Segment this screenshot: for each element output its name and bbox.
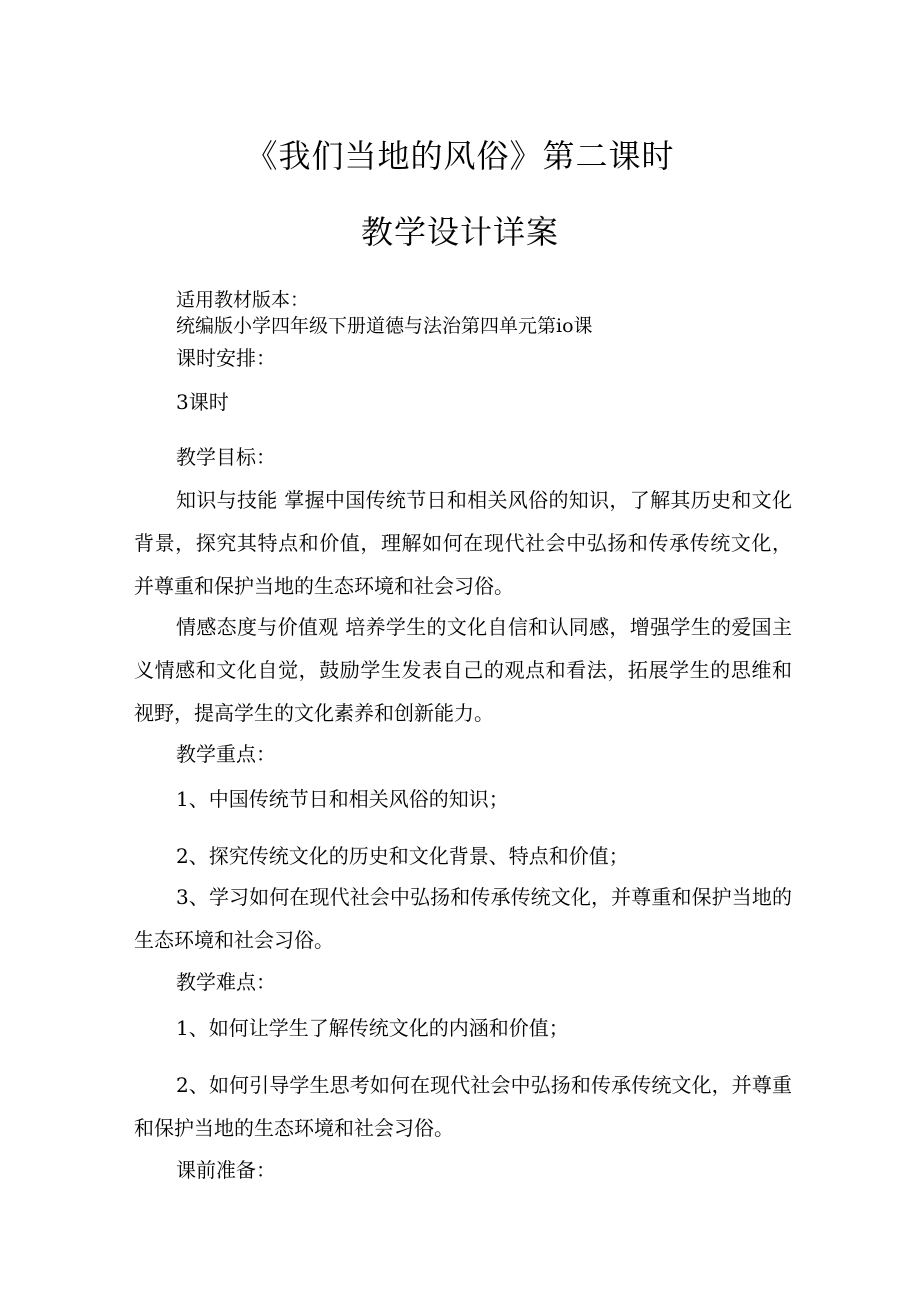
document-title-line2: 教学设计详案 — [360, 213, 559, 251]
difficulties-heading: 教学难点： — [176, 970, 276, 994]
textbook-value: 统编版小学四年级下册道德与法治第四单元第io课 — [176, 315, 593, 337]
schedule-label: 课时安排： — [176, 346, 276, 370]
key-point-2: 2、探究传统文化的历史和文化背景、特点和价值； — [176, 844, 629, 868]
objectives-heading: 教学目标： — [176, 445, 276, 469]
key-points-heading: 教学重点： — [176, 742, 276, 766]
difficulty-2: 2、如何引导学生思考如何在现代社会中弘扬和传承传统文化，并尊重和保护当地的生态环境和社会习俗。 — [134, 1073, 792, 1140]
document-title-line1: 《我们当地的风俗》第二课时 — [245, 137, 675, 175]
objective-knowledge: 知识与技能 掌握中国传统节日和相关风俗的知识，了解其历史和文化背景，探究其特点和价值，理解如何在现代社会中弘扬和传承传统文化，并尊重和保护当地的生态环境和社会习俗。 — [134, 488, 792, 598]
textbook-label: 适用教材版本： — [176, 289, 310, 311]
schedule-value: 3课时 — [176, 390, 229, 414]
objective-attitude: 情感态度与价值观 培养学生的文化自信和认同感，增强学生的爱国主义情感和文化自觉，鼓励学生发表自己的观点和看法，拓展学生的思维和视野，提高学生的文化素养和创新能力。 — [134, 615, 792, 725]
preparation-heading: 课前准备： — [176, 1158, 276, 1182]
difficulty-1: 1、如何让学生了解传统文化的内涵和价值； — [176, 1016, 569, 1040]
key-point-3: 3、学习如何在现代社会中弘扬和传承传统文化，并尊重和保护当地的生态环境和社会习俗。 — [134, 885, 792, 952]
key-point-1: 1、中国传统节日和相关风俗的知识； — [176, 787, 509, 811]
